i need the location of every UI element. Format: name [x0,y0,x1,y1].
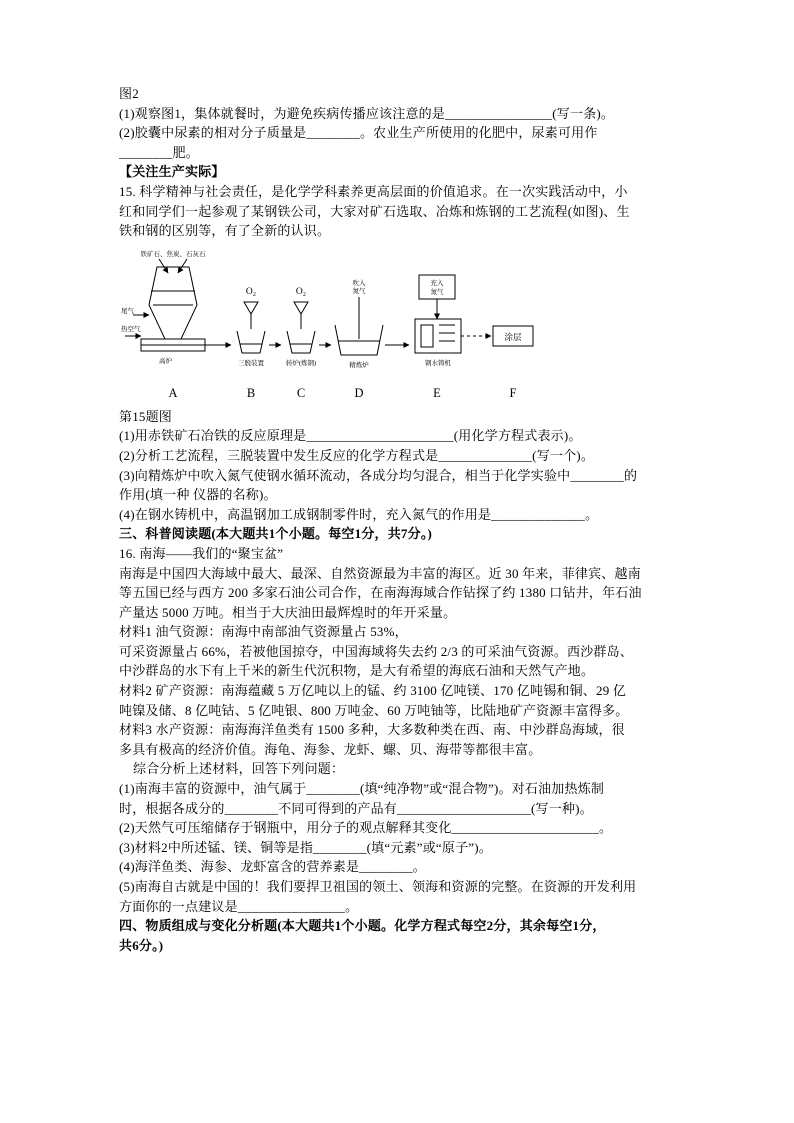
question-15-intro-1: 15. 科学精神与社会责任，是化学学科素养更高层面的价值追求。在一次实践活动中，小 [119,183,628,199]
question-16-intro-1: 南海是中国四大海域中最大、最深、自然资源最为丰富的海区。近 30 年来，菲律宾、越南 [119,565,641,581]
material-3-line-1: 材料3 水产资源：南海海洋鱼类有 1500 多种，大多数种类在西、南、中沙群岛海域，很 [119,722,625,738]
vessel-b [237,331,265,353]
tail-gas-label: 尾气 [121,307,134,315]
question-15-intro-3: 铁和钢的区别等，有了全新的认识。 [119,223,331,239]
material-1-line-1: 材料1 油气资源：南海中南部油气资源量占 53%， [119,624,408,640]
casting-machine-caption: 钢水铸机 [425,359,451,367]
diagram-letter-d: D [354,385,364,400]
furnace-feed-label: 铁矿石、焦炭、石灰石 [140,250,206,258]
section-note: 【关注生产实际】 [119,164,225,180]
fill-nitrogen-label-2: 氮气 [430,288,444,296]
question-16-2: (2)天然气可压缩储存于钢瓶中，用分子的观点解释其变化______________________。 [119,820,613,836]
process-flow-diagram [119,247,681,405]
exam-content [119,84,681,955]
process-diagram-svg [119,247,589,405]
blow-nitrogen-label-2: 氮气 [352,287,366,295]
question-16-1-cont: 时，根据各成分的________不同可得到的产品有____________________(写一种)。 [119,800,593,816]
vessel-c [287,331,315,353]
question-15-2: (2)分析工艺流程，三脱装置中发生反应的化学方程式是______________(写一个)。 [119,447,595,463]
question-16-intro-2: 等五国已经与西方 200 多家石油公司合作，在南海海域合作钻探了约 1380 口钻井，年石油 [119,585,642,601]
diagram-caption: 第15题图 [119,408,173,424]
diagram-letter-c: C [296,385,306,400]
analysis-prompt: 综合分析上述材料，回答下列问题： [133,761,345,777]
coating-label: 涂层 [504,331,522,342]
question-16-title: 16. 南海——我们的“聚宝盆” [119,545,284,561]
question-14-2: (2)胶囊中尿素的相对分子质量是________。农业生产所使用的化肥中，尿素可用作 [119,125,598,141]
section-4-header-cont: 共6分。) [119,937,164,953]
material-1-line-3: 中沙群岛的水下有上千米的新生代沉积物，是大有希望的海底石油和天然气产地。 [119,663,595,679]
question-16-5-cont: 方面你的一点建议是________________。 [119,898,359,914]
question-15-3-cont: 作用(填一种 仪器的名称)。 [119,487,277,503]
question-14-1: (1)观察图1，集体就餐时，为避免疾病传播应该注意的是________________(写一条)。 [119,105,615,121]
question-15-4: (4)在钢水铸机中，高温钢加工成钢制零件时，充入氮气的作用是______________。 [119,506,599,522]
blow-nitrogen-label-1: 吹入 [352,279,366,287]
funnel-c [294,302,308,314]
material-2-line-2: 吨镍及储、8 亿吨钴、5 亿吨银、800 万吨金、60 万吨铀等，比陆地矿产资源丰富得多。 [119,702,629,718]
diagram-letter-e: E [433,385,441,400]
vessel-d-caption: 精炼炉 [349,361,369,369]
question-15-3: (3)向精炼炉中吹入氮气使钢水循环流动，各成分均匀混合，相当于化学实验中________的 [119,467,638,483]
question-14-2-cont: ________肥。 [119,144,199,160]
vessel-b-caption: 三脱装置 [238,359,264,367]
blast-furnace-body [149,267,197,339]
section-4-header: 四、物质组成与变化分析题(本大题共1个小题。化学方程式每空2分，其余每空1分， [119,918,606,934]
question-15-1: (1)用赤铁矿石冶铁的反应原理是______________________(用化学方程式表示)。 [119,428,582,444]
figure2-label: 图2 [119,86,139,101]
fill-nitrogen-label-1: 充入 [430,279,444,287]
question-15-intro-2: 红和同学们一起参观了某钢铁公司，大家对矿石选取、冶炼和炼钢的工艺流程(如图)、生 [119,203,630,219]
section-3-header: 三、科普阅读题(本大题共1个小题。每空1分，共7分。) [119,526,433,542]
oxygen-label-c: O₂ [295,286,307,297]
furnace-label: 高炉 [159,357,172,365]
material-2-line-1: 材料2 矿产资源：南海蕴藏 5 万亿吨以上的锰、约 3100 亿吨镁、170 亿吨锡和铜、29 亿 [119,683,627,699]
hot-air-label-left: 热空气 [121,325,141,333]
material-3-line-2: 多具有极高的经济价值。海龟、海参、龙虾、螺、贝、海带等都很丰富。 [119,741,542,757]
question-16-intro-3: 产量达 5000 万吨。相当于大庆油田最辉煌时的年开采量。 [119,604,457,620]
question-16-4: (4)海洋鱼类、海参、龙虾富含的营养素是________。 [119,859,426,875]
oxygen-label-b: O₂ [245,286,257,297]
question-16-5: (5)南海自古就是中国的！我们要捍卫祖国的领土、领海和资源的完整。在资源的开发利用 [119,879,637,894]
question-16-1: (1)南海丰富的资源中，油气属于________(填“纯净物”或“混合物”)。对石油加热炼制 [119,781,605,797]
diagram-letter-b: B [246,385,256,400]
funnel-b [244,302,258,314]
vessel-c-caption: 转炉(炼钢) [285,359,317,367]
diagram-letter-f: F [509,385,517,400]
diagram-letter-a: A [168,385,178,400]
material-1-line-2: 可采资源量占 66%，若被他国掠夺，中国海域将失去约 2/3 的可采油气资源。西沙群岛、 [119,643,633,659]
question-16-3: (3)材料2中所述锰、镁、铜等是指________(填“元素”或“原子”)。 [119,839,492,855]
casting-machine [415,319,461,353]
